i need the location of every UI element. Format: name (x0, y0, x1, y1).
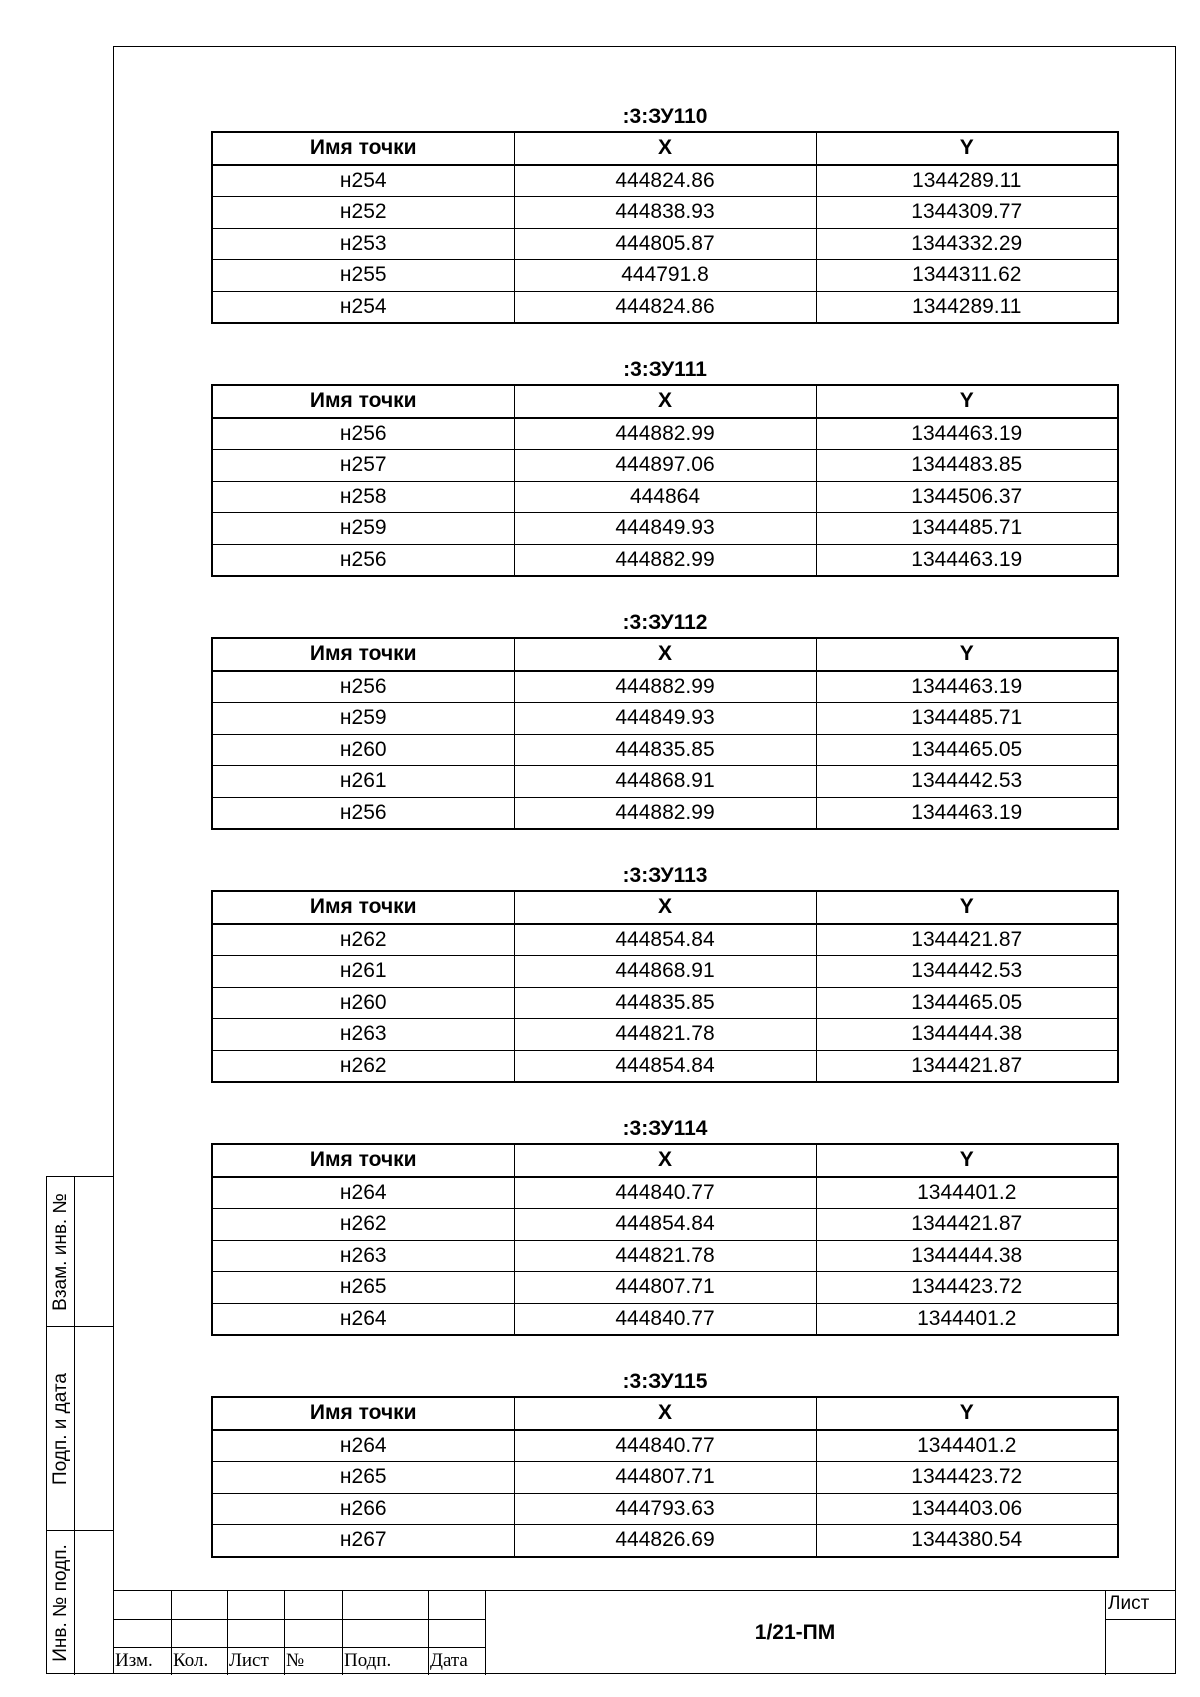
column-header-y: Y (816, 638, 1118, 671)
block-title: :3:ЗУ114 (622, 1117, 708, 1140)
x-cell: 444882.99 (514, 797, 816, 829)
y-cell: 1344423.72 (816, 1272, 1118, 1304)
point-name-cell: н265 (212, 1272, 514, 1304)
point-name-cell: н262 (212, 1209, 514, 1241)
point-name-cell: н259 (212, 703, 514, 735)
table-row (212, 703, 1118, 735)
x-cell: 444882.99 (514, 671, 816, 703)
x-cell: 444868.91 (514, 766, 816, 798)
column-header-x: X (514, 891, 816, 924)
block-title: :3:ЗУ111 (623, 358, 707, 381)
table-row (212, 228, 1118, 260)
table-row (212, 1050, 1118, 1082)
table-row (212, 734, 1118, 766)
column-header-x: X (514, 1397, 816, 1430)
point-name-cell: н252 (212, 197, 514, 229)
column-header-y: Y (816, 1397, 1118, 1430)
y-cell: 1344421.87 (816, 1209, 1118, 1241)
y-cell: 1344401.2 (816, 1177, 1118, 1209)
column-header-y: Y (816, 891, 1118, 924)
table-row (212, 1430, 1118, 1462)
table-row (212, 956, 1118, 988)
y-cell: 1344506.37 (816, 481, 1118, 513)
column-header-name: Имя точки (212, 891, 514, 924)
x-cell: 444807.71 (514, 1272, 816, 1304)
x-cell: 444838.93 (514, 197, 816, 229)
table-row (212, 766, 1118, 798)
y-cell: 1344485.71 (816, 703, 1118, 735)
table-row (212, 197, 1118, 229)
point-name-cell: н256 (212, 797, 514, 829)
point-name-cell: н256 (212, 671, 514, 703)
y-cell: 1344463.19 (816, 671, 1118, 703)
x-cell: 444840.77 (514, 1303, 816, 1335)
column-header-name: Имя точки (212, 385, 514, 418)
y-cell: 1344421.87 (816, 924, 1118, 956)
stamp-data: Дата (430, 1650, 468, 1671)
coordinate-block (211, 609, 1119, 830)
table-row (212, 924, 1118, 956)
point-name-cell: н264 (212, 1177, 514, 1209)
point-name-cell: н260 (212, 987, 514, 1019)
table-row (212, 1177, 1118, 1209)
point-name-cell: н254 (212, 291, 514, 323)
y-cell: 1344444.38 (816, 1240, 1118, 1272)
side-label-inv: Инв. № подп. (49, 1544, 71, 1662)
x-cell: 444807.71 (514, 1462, 816, 1494)
x-cell: 444854.84 (514, 1209, 816, 1241)
point-name-cell: н255 (212, 260, 514, 292)
column-header-x: X (514, 638, 816, 671)
x-cell: 444835.85 (514, 734, 816, 766)
column-header-y: Y (816, 385, 1118, 418)
table-row (212, 1240, 1118, 1272)
x-cell: 444849.93 (514, 513, 816, 545)
x-cell: 444854.84 (514, 924, 816, 956)
header-row (212, 638, 1118, 671)
stamp-num: № (286, 1650, 305, 1671)
table-row (212, 671, 1118, 703)
coordinates-table (211, 1143, 1119, 1336)
column-header-x: X (514, 385, 816, 418)
coordinate-block (211, 356, 1119, 577)
side-cell-vzam (47, 1177, 114, 1327)
y-cell: 1344289.11 (816, 165, 1118, 197)
y-cell: 1344401.2 (816, 1303, 1118, 1335)
y-cell: 1344423.72 (816, 1462, 1118, 1494)
table-row (212, 797, 1118, 829)
column-header-name: Имя точки (212, 638, 514, 671)
x-cell: 444882.99 (514, 418, 816, 450)
side-stamp (46, 1176, 113, 1674)
point-name-cell: н254 (212, 165, 514, 197)
x-cell: 444805.87 (514, 228, 816, 260)
x-cell: 444824.86 (514, 165, 816, 197)
column-header-name: Имя точки (212, 1397, 514, 1430)
x-cell: 444864 (514, 481, 816, 513)
y-cell: 1344463.19 (816, 544, 1118, 576)
coordinates-table (211, 1396, 1119, 1558)
point-name-cell: н264 (212, 1303, 514, 1335)
x-cell: 444821.78 (514, 1240, 816, 1272)
coordinates-table (211, 637, 1119, 830)
coordinate-block (211, 862, 1119, 1083)
coordinates-table (211, 131, 1119, 324)
table-row (212, 513, 1118, 545)
y-cell: 1344465.05 (816, 734, 1118, 766)
y-cell: 1344403.06 (816, 1493, 1118, 1525)
header-row (212, 1144, 1118, 1177)
table-row (212, 450, 1118, 482)
x-cell: 444821.78 (514, 1019, 816, 1051)
point-name-cell: н259 (212, 513, 514, 545)
point-name-cell: н263 (212, 1240, 514, 1272)
y-cell: 1344444.38 (816, 1019, 1118, 1051)
point-name-cell: н265 (212, 1462, 514, 1494)
column-header-name: Имя точки (212, 132, 514, 165)
point-name-cell: н256 (212, 544, 514, 576)
point-name-cell: н256 (212, 418, 514, 450)
table-row (212, 1462, 1118, 1494)
side-label-podp: Подп. и дата (49, 1372, 71, 1485)
coordinate-block (211, 103, 1119, 324)
table-row (212, 481, 1118, 513)
y-cell: 1344380.54 (816, 1525, 1118, 1557)
table-row (212, 1303, 1118, 1335)
y-cell: 1344309.77 (816, 197, 1118, 229)
block-title: :3:ЗУ112 (622, 611, 708, 634)
y-cell: 1344463.19 (816, 797, 1118, 829)
x-cell: 444849.93 (514, 703, 816, 735)
x-cell: 444897.06 (514, 450, 816, 482)
point-name-cell: н258 (212, 481, 514, 513)
x-cell: 444840.77 (514, 1177, 816, 1209)
table-row (212, 1525, 1118, 1557)
stamp-podp: Подп. (344, 1650, 392, 1671)
y-cell: 1344483.85 (816, 450, 1118, 482)
point-name-cell: н260 (212, 734, 514, 766)
coordinates-table (211, 890, 1119, 1083)
point-name-cell: н267 (212, 1525, 514, 1557)
stamp-izm: Изм. (115, 1650, 153, 1671)
table-row (212, 1272, 1118, 1304)
y-cell: 1344442.53 (816, 766, 1118, 798)
point-name-cell: н257 (212, 450, 514, 482)
table-row (212, 987, 1118, 1019)
coordinate-block (211, 1115, 1119, 1336)
header-row (212, 385, 1118, 418)
y-cell: 1344442.53 (816, 956, 1118, 988)
y-cell: 1344401.2 (816, 1430, 1118, 1462)
point-name-cell: н261 (212, 956, 514, 988)
y-cell: 1344465.05 (816, 987, 1118, 1019)
side-cell-podp (47, 1327, 114, 1531)
y-cell: 1344289.11 (816, 291, 1118, 323)
point-name-cell: н253 (212, 228, 514, 260)
table-row (212, 544, 1118, 576)
column-header-y: Y (816, 132, 1118, 165)
side-label-vzam: Взам. инв. № (49, 1192, 71, 1311)
stamp-list: Лист (229, 1650, 269, 1671)
column-header-x: X (514, 132, 816, 165)
header-row (212, 132, 1118, 165)
header-row (212, 1397, 1118, 1430)
x-cell: 444854.84 (514, 1050, 816, 1082)
y-cell: 1344463.19 (816, 418, 1118, 450)
x-cell: 444835.85 (514, 987, 816, 1019)
x-cell: 444868.91 (514, 956, 816, 988)
block-title: :3:ЗУ113 (622, 864, 708, 887)
point-name-cell: н264 (212, 1430, 514, 1462)
document-code: 1/21-ПМ (754, 1621, 836, 1644)
header-row (212, 891, 1118, 924)
column-header-name: Имя точки (212, 1144, 514, 1177)
table-row (212, 418, 1118, 450)
stamp-kol: Кол. (173, 1650, 209, 1671)
column-header-y: Y (816, 1144, 1118, 1177)
point-name-cell: н266 (212, 1493, 514, 1525)
block-title: :3:ЗУ110 (622, 105, 708, 128)
x-cell: 444791.8 (514, 260, 816, 292)
point-name-cell: н262 (212, 924, 514, 956)
y-cell: 1344311.62 (816, 260, 1118, 292)
x-cell: 444840.77 (514, 1430, 816, 1462)
x-cell: 444824.86 (514, 291, 816, 323)
title-block (113, 1590, 1176, 1674)
table-row (212, 165, 1118, 197)
column-header-x: X (514, 1144, 816, 1177)
coordinate-block (211, 1368, 1119, 1558)
y-cell: 1344332.29 (816, 228, 1118, 260)
point-name-cell: н262 (212, 1050, 514, 1082)
table-row (212, 260, 1118, 292)
table-row (212, 1493, 1118, 1525)
table-row (212, 291, 1118, 323)
point-name-cell: н261 (212, 766, 514, 798)
x-cell: 444882.99 (514, 544, 816, 576)
x-cell: 444793.63 (514, 1493, 816, 1525)
y-cell: 1344421.87 (816, 1050, 1118, 1082)
y-cell: 1344485.71 (816, 513, 1118, 545)
block-title: :3:ЗУ115 (622, 1370, 708, 1393)
table-row (212, 1209, 1118, 1241)
side-cell-inv (47, 1531, 114, 1675)
x-cell: 444826.69 (514, 1525, 816, 1557)
coordinates-table (211, 384, 1119, 577)
point-name-cell: н263 (212, 1019, 514, 1051)
stamp-sheet-label: Лист (1108, 1593, 1150, 1614)
table-row (212, 1019, 1118, 1051)
